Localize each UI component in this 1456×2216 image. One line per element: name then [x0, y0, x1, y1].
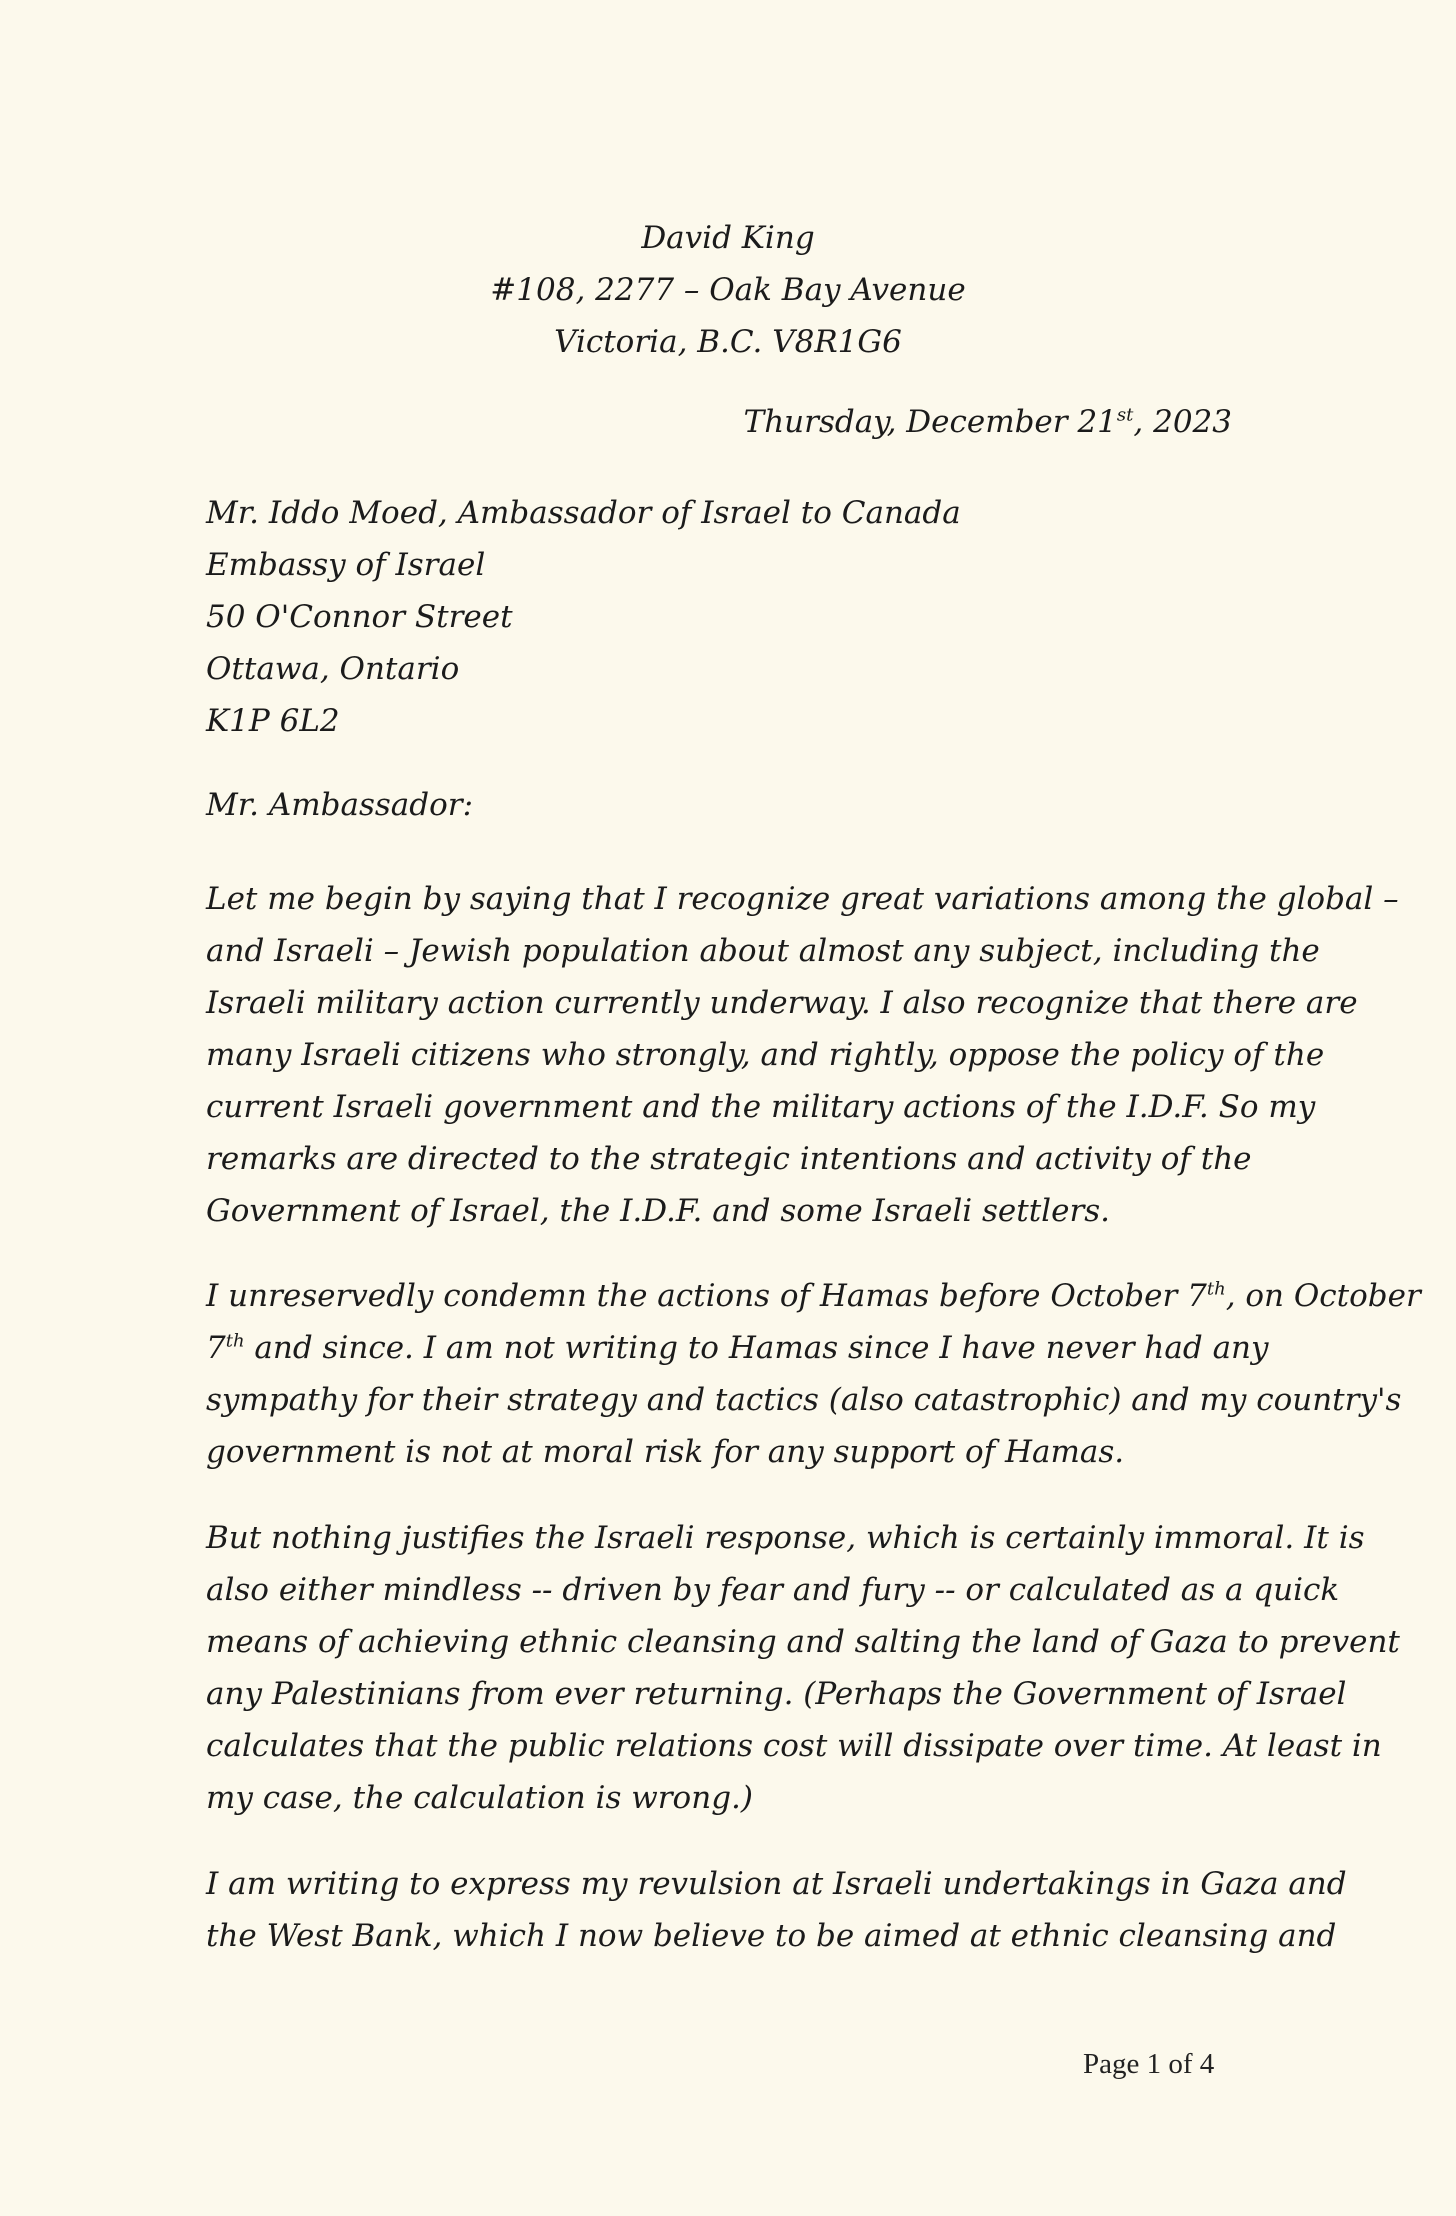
paragraph-line — [206, 1270, 1421, 1322]
paragraph-line — [206, 1322, 1269, 1374]
paragraph-line: remarks are directed to the strategic intentions and activity of the — [206, 1141, 1252, 1177]
paragraph-line: my case, the calculation is wrong.) — [206, 1780, 753, 1816]
text-run: 7 — [206, 1330, 226, 1366]
date-main: Thursday, December 21 — [743, 404, 1117, 440]
body-paragraph-2 — [206, 1270, 1421, 1478]
recipient-line: Mr. Iddo Moed, Ambassador of Israel to Canada — [206, 495, 961, 531]
body-paragraph-4 — [206, 1858, 1347, 1962]
text-run: I unreservedly condemn the actions of Hamas before October 7 — [206, 1278, 1207, 1314]
letter-date — [744, 404, 1232, 440]
paragraph-line: calculates that the public relations cost will dissipate over time. At least in — [206, 1728, 1382, 1764]
date-year: , 2023 — [1133, 404, 1232, 440]
paragraph-line: But nothing justifies the Israeli response, which is certainly immoral. It is — [206, 1520, 1365, 1556]
recipient-line: 50 O'Connor Street — [206, 599, 513, 635]
ordinal-suffix: th — [1206, 1278, 1226, 1300]
sender-city: Victoria, B.C. V8R1G6 — [554, 324, 902, 360]
paragraph-line: Let me begin by saying that I recognize great variations among the global – — [206, 881, 1399, 917]
recipient-line: Ottawa, Ontario — [206, 651, 460, 687]
recipient-line: K1P 6L2 — [206, 703, 340, 739]
paragraph-line: and Israeli – Jewish population about almost any subject, including the — [206, 933, 1320, 969]
body-paragraph-1 — [206, 873, 1399, 1237]
sender-name: David King — [641, 220, 815, 256]
paragraph-line: Government of Israel, the I.D.F. and some Israeli settlers. — [206, 1193, 1111, 1229]
paragraph-line: sympathy for their strategy and tactics (also catastrophic) and my country's — [206, 1382, 1402, 1418]
paragraph-line: Israeli military action currently underway. I also recognize that there are — [206, 985, 1358, 1021]
body-paragraph-3 — [206, 1512, 1400, 1824]
sender-address-block — [0, 212, 1456, 368]
paragraph-line: current Israeli government and the military actions of the I.D.F. So my — [206, 1089, 1316, 1125]
paragraph-line: means of achieving ethnic cleansing and salting the land of Gaza to prevent — [206, 1624, 1400, 1660]
ordinal-suffix: th — [225, 1330, 245, 1352]
salutation: Mr. Ambassador: — [206, 787, 474, 823]
paragraph-line: many Israeli citizens who strongly, and rightly, oppose the policy of the — [206, 1037, 1325, 1073]
paragraph-line: any Palestinians from ever returning. (Perhaps the Government of Israel — [206, 1676, 1347, 1712]
paragraph-line: I am writing to express my revulsion at Israeli undertakings in Gaza and — [206, 1866, 1347, 1902]
date-ordinal: st — [1116, 404, 1134, 426]
page-number: Page 1 of 4 — [1083, 2048, 1215, 2080]
sender-street: #108, 2277 – Oak Bay Avenue — [490, 272, 966, 308]
recipient-address-block — [206, 487, 961, 747]
text-run: and since. I am not writing to Hamas since I have never had any — [244, 1330, 1269, 1366]
paragraph-line: the West Bank, which I now believe to be aimed at ethnic cleansing and — [206, 1918, 1337, 1954]
text-run: , on October — [1225, 1278, 1421, 1314]
paragraph-line: government is not at moral risk for any support of Hamas. — [206, 1434, 1125, 1470]
paragraph-line: also either mindless -- driven by fear and fury -- or calculated as a quick — [206, 1572, 1340, 1608]
recipient-line: Embassy of Israel — [206, 547, 486, 583]
